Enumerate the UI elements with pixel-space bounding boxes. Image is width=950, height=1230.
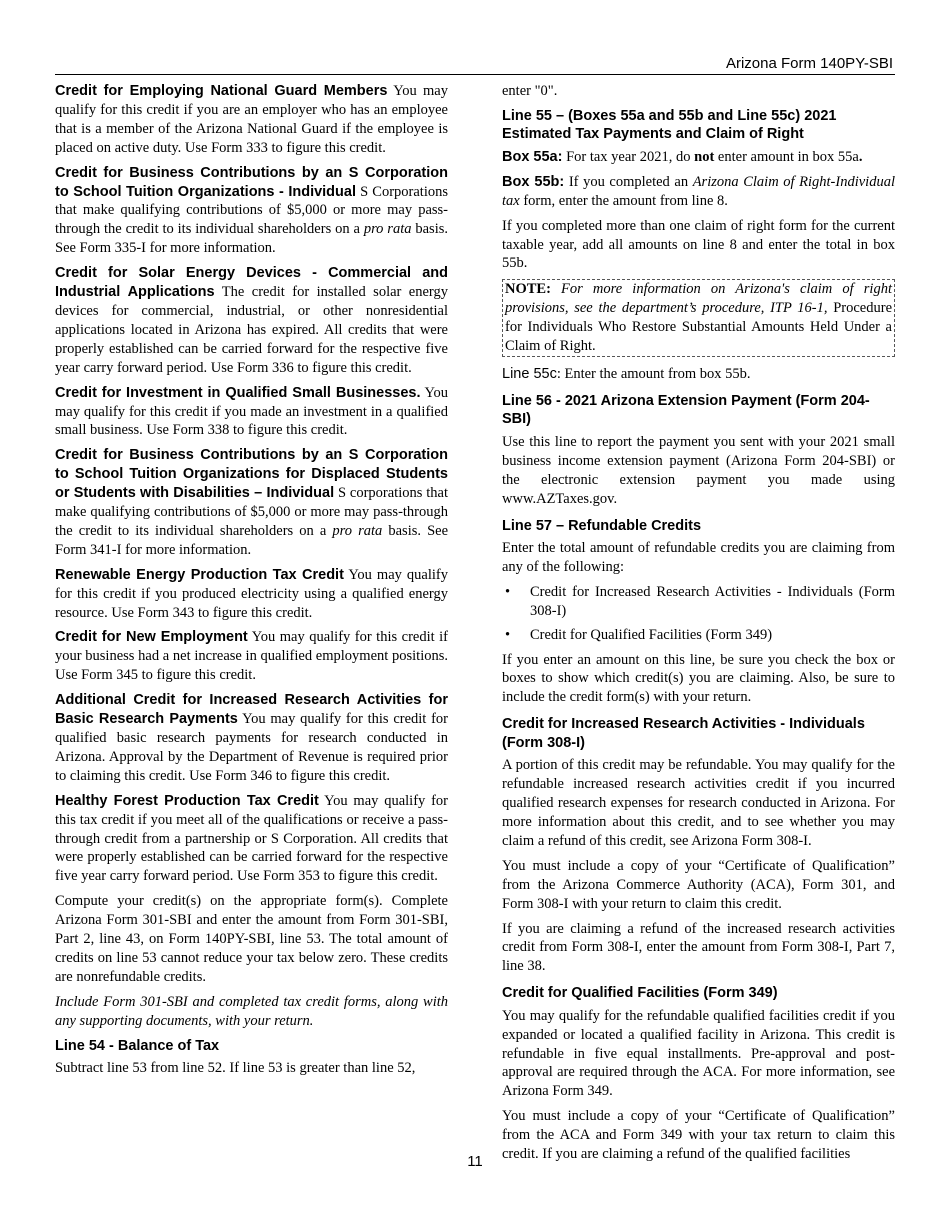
- facilities-p2: You must include a copy of your “Certificate of Qualification” from the ACA and Form 349 with your tax return to claim this credit. If you are claiming a refund of the qualified facilities: [502, 1108, 895, 1163]
- renewable-energy-title: Renewable Energy Production Tax Credit: [55, 566, 344, 583]
- line54-body: Subtract line 53 from line 52. If line 53 is greater than line 52,: [55, 1060, 416, 1077]
- new-employment-title: Credit for New Employment: [55, 629, 248, 646]
- sto-individual-title: Credit for Business Contributions by an S Corporation to School Tuition Organizations - Individual: [55, 164, 448, 200]
- list-item: • Credit for Qualified Facilities (Form 349): [502, 626, 895, 645]
- line54-heading: Line 54 - Balance of Tax: [55, 1037, 220, 1054]
- displaced-students-title: Credit for Business Contributions by an S Corporation to School Tuition Organizations for Displaced Students or Students with Disabilities – Individual: [55, 447, 448, 502]
- line57-after: If you enter an amount on this line, be sure you check the box or boxes to show which credit(s) you are claiming. Also, be sure to include the credit form(s) with your return.: [502, 651, 895, 706]
- new-employment-paragraph: Credit for New Employment You may qualify for this credit if your business had a net increase in qualified employment positions. Use Form 345 to figure this credit.: [55, 629, 448, 684]
- page-number: 11: [467, 1153, 483, 1170]
- box55b-paragraph: Box 55b: If you completed an Arizona Claim of Right-Individual tax form, enter the amount from line 8.: [502, 173, 895, 209]
- header-rule: [55, 74, 895, 75]
- compute-credits-paragraph: Compute your credit(s) on the appropriate form(s). Complete Arizona Form 301-SBI and enter the amount from Form 301-SBI, Part 2, line 43, on Form 140PY-SBI, line 53. The total amount of credits on line 53 cannot reduce your tax below zero. These credits are nonrefundable credits.: [55, 893, 448, 985]
- list-item: • Credit for Increased Research Activities - Individuals (Form 308-I): [502, 583, 895, 621]
- continued-text: enter "0".: [502, 83, 558, 99]
- healthy-forest-paragraph: Healthy Forest Production Tax Credit You may qualify for this tax credit if you meet all of the qualifications or receive a pass-through credit from a partnership or S Corporation. All credits that were properly established can be carried forward for the respective five year carry forward period. Use Form 353 to figure this credit.: [55, 792, 448, 885]
- line55c-paragraph: Line 55c: Enter the amount from box 55b.: [502, 365, 751, 382]
- healthy-forest-title: Healthy Forest Production Tax Credit: [55, 792, 319, 809]
- small-business-title: Credit for Investment in Qualified Small Businesses.: [55, 384, 421, 401]
- line56-body: Use this line to report the payment you sent with your 2021 small business income extension payment (Arizona Form 204-SBI) or the electronic extension payment you made using www.AZTaxes.gov.: [502, 433, 895, 507]
- claim-multiple-paragraph: If you completed more than one claim of right form for the current taxable year, add all amounts on line 8 and enter the total in box 55b.: [502, 217, 895, 272]
- box55a-paragraph: Box 55a: For tax year 2021, do not enter amount in box 55a.: [502, 148, 863, 165]
- research-p1: A portion of this credit may be refundable. You may qualify for the refundable increased research activities credit if you incurred qualified research expenses for research conducted in Arizona. For more information about this credit, and to see whether you may claim a refund of this credit, see Arizona Form 308-I.: [502, 757, 895, 849]
- line56-heading: Line 56 - 2021 Arizona Extension Payment (Form 204-SBI): [502, 392, 870, 428]
- research-p3: If you are claiming a refund of the increased research activities credit from Form 308-I, enter the amount from Form 308-I, Part 7, line 38.: [502, 920, 895, 975]
- national-guard-title: Credit for Employing National Guard Members: [55, 83, 388, 99]
- displaced-students-paragraph: Credit for Business Contributions by an S Corporation to School Tuition Organizations for Displaced Students or Students with Disabilities – Individual S corporations that make qualifying contributions of $5,000 or more may pass-through the credit to its individual shareholders on a pro rata basis. See Form 341-I for more information.: [55, 447, 449, 558]
- form-title: Arizona Form 140PY-SBI: [725, 55, 893, 72]
- basic-research-paragraph: Additional Credit for Increased Research Activities for Basic Research Payments You may qualify for this credit for qualified basic research payments for research conducted in Arizona. Approval by the Department of Revenue is required prior to claiming this credit. Use Form 346 to figure this credit.: [55, 692, 448, 784]
- solar-energy-title: Credit for Solar Energy Devices - Commercial and Industrial Applications: [55, 265, 448, 301]
- refundable-credits-list: [502, 583, 895, 645]
- national-guard-paragraph: Credit for Employing National Guard Members You may qualify for this credit if you are an employer who has an employee that is a member of the Arizona National Guard if the employee is placed on active duty. Use Form 333 to figure this credit.: [55, 83, 448, 156]
- research-p2: You must include a copy of your “Certificate of Qualification” from the Arizona Commerce Authority (ACA), Form 301, and Form 308-I with your return to claim this credit.: [502, 857, 895, 912]
- research-heading: Credit for Increased Research Activities - Individuals (Form 308-I): [502, 716, 865, 751]
- note-box: NOTE: For more information on Arizona's claim of right provisions, see the department’s procedure, ITP 16-1, Procedure for Individuals Who Restore Substantial Amounts Held Under a Claim of Right.: [502, 279, 895, 357]
- small-business-paragraph: Credit for Investment in Qualified Small Businesses. You may qualify for this credit if you made an investment in a qualified small business. Use Form 338 to figure this credit.: [55, 384, 448, 439]
- line57-intro: Enter the total amount of refundable credits you are claiming from any of the following:: [502, 540, 895, 575]
- line57-heading: Line 57 – Refundable Credits: [502, 517, 702, 534]
- sto-individual-paragraph: Credit for Business Contributions by an S Corporation to School Tuition Organizations - Individual S Corporations that make qualifying contributions of $5,000 or more may pass-through the credit to its individual shareholders on a pro rata basis. See Form 335-I for more information.: [55, 164, 448, 257]
- left-column: [55, 82, 448, 1078]
- include-forms-paragraph: Include Form 301-SBI and completed tax credit forms, along with any supporting documents, with your return.: [55, 993, 448, 1029]
- line55-heading: Line 55 – (Boxes 55a and 55b and Line 55c) 2021 Estimated Tax Payments and Claim of Right: [502, 107, 837, 143]
- solar-energy-paragraph: Credit for Solar Energy Devices - Commercial and Industrial Applications The credit for installed solar energy devices for commercial, industrial, or other nonresidential applications located in Arizona has expired. All credits that were properly established can be carried forward for the respective five year carry forward period. Use Form 336 to figure this credit.: [55, 265, 448, 376]
- facilities-p1: You may qualify for the refundable qualified facilities credit if you expanded or located a qualified facility in Arizona. This credit is refundable in five equal installments. Pre-approval and post-approval are required through the ACA. For more information, see Arizona Form 349.: [502, 1007, 895, 1100]
- right-column: [502, 82, 895, 1164]
- facilities-heading: Credit for Qualified Facilities (Form 349): [502, 985, 778, 1002]
- basic-research-title: Additional Credit for Increased Research Activities for Basic Research Payments: [55, 692, 448, 728]
- renewable-energy-paragraph: Renewable Energy Production Tax Credit You may qualify for this credit if you produced electricity using a qualified energy resource. Use Form 343 to figure this credit.: [55, 566, 448, 621]
